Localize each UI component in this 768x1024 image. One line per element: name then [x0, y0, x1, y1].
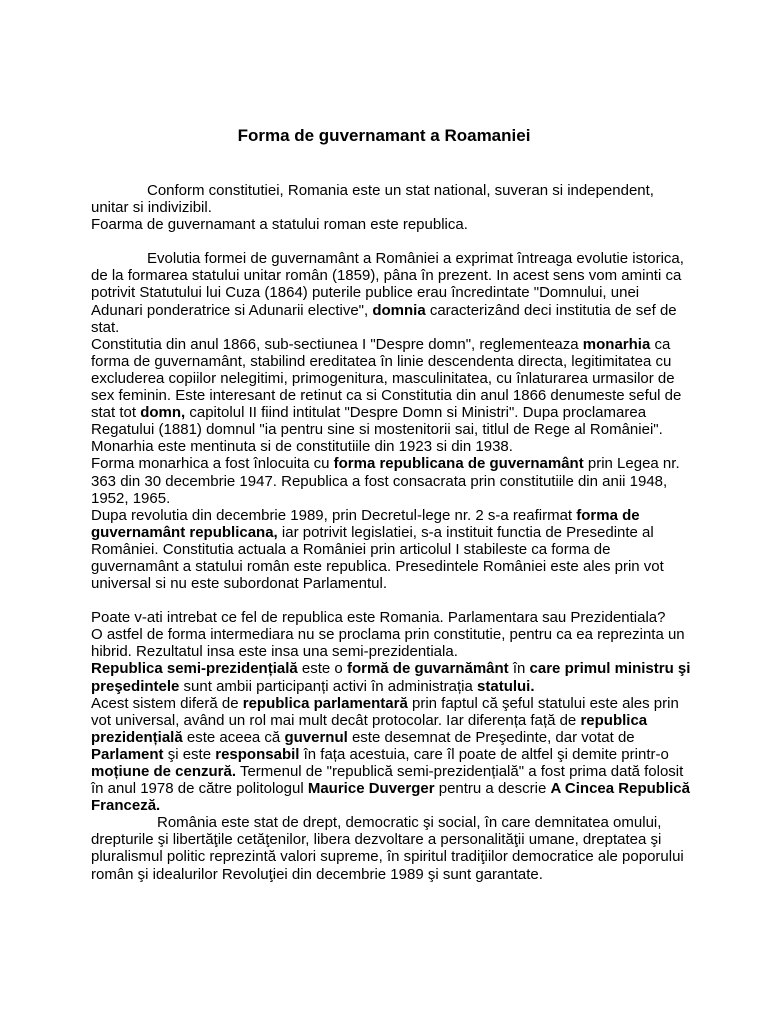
paragraph-constitution-1866: Constitutia din anul 1866, sub-sectiunea I "Despre domn", reglementeaza monarhia ca forma de guvernamânt, stabilind ereditatea în linie descendenta directa, legitimitatea cu excluderea copiilor nelegitimi, primogenitura, masculinitatea, cu înlaturarea urmasilor de sex feminin. Este interesant de retinut ca si Constitutia din anul 1866 denumeste seful de stat tot domn, capitolul II fiind intitulat "Despre Domn si Ministri". Dupa proclamarea Regatului (1881) domnul "ia pentru sine si mostenitorii sai, titlul de Rege al României". Monarhia este mentinuta si de constitutiile din 1923 si din 1938. [91, 335, 682, 456]
paragraph-republic-1947: Forma monarhica a fost înlocuita cu forma republicana de guvernamânt prin Legea nr. 363 din 30 decembrie 1947. Republica a fost consacrata prin constitutiile din anii 1948, 1952, 1965. [91, 455, 680, 507]
paragraph-evolution: Evolutia formei de guvernamânt a României a exprimat întreaga evolutie istorica, de la formarea statului unitar român (1859), pâna în prezent. In acest sens vom aminti ca potrivit Statutului lui Cuza (1864) puterile publice erau încredintate "Domnului, unei Adunari ponderatrice si Adunarii elective", domnia caracterizând deci institutia de sef de stat. [91, 250, 684, 336]
paragraph-intro: Conform constitutiei, Romania este un stat national, suveran si independent, unitar si indivizibil. [91, 182, 654, 217]
paragraph-semi-presidential: Republica semi-prezidențială este o formă de guvarnământ în care primul ministru şi preşedintele sunt ambii participanți activi în administrația statului. [91, 660, 691, 695]
paragraph-rule-of-law: România este stat de drept, democratic şi social, în care demnitatea omului, drepturile şi libertăţile cetăţenilor, libera dezvoltare a personalităţii umane, dreptatea şi pluralismul politic reprezintă valori supreme, în spiritul tradiţiilor democratice ale poporului român şi idealurilor Revoluţiei din decembrie 1989 şi sunt garantate. [91, 814, 684, 883]
document-title: Forma de guvernamant a Roamaniei [237, 126, 531, 145]
document-body [91, 182, 691, 883]
paragraph-system-difference: Acest sistem diferă de republica parlamentară prin faptul că şeful statului este ales prin vot universal, având un rol mai mult decât protocolar. Iar diferența față de republica prezidențială este aceea că guvernul este desemnat de Preşedinte, dar votat de Parlament şi este responsabil în fața acestuia, care îl poate de altfel şi demite printr-o moțiune de cenzură. Termenul de "republică semi-prezidențială" a fost prima dată folosit în anul 1978 de către politologul Maurice Duverger pentru a descrie A Cincea Republică Franceză. [91, 694, 690, 815]
paragraph-form: Foarma de guvernamant a statului roman este republica. [91, 216, 468, 234]
paragraph-question: Poate v-ati intrebat ce fel de republica este Romania. Parlamentara sau Prezidentiala? [91, 609, 666, 627]
paragraph-revolution-1989: Dupa revolutia din decembrie 1989, prin Decretul-lege nr. 2 s-a reafirmat forma de guvernamânt republicana, iar potrivit legislatiei, s-a instituit functia de Presedinte al României. Constitutia actuala a României prin articolul I stabileste ca forma de guvernamânt a statului român este republica. Presedintele României este ales prin vot universal si nu este subordonat Parlamentul. [91, 506, 664, 593]
paragraph-hybrid: O astfel de forma intermediara nu se proclama prin constitutie, pentru ca ea reprezinta un hibrid. Rezultatul insa este insa una semi-prezidentiala. [91, 626, 685, 661]
